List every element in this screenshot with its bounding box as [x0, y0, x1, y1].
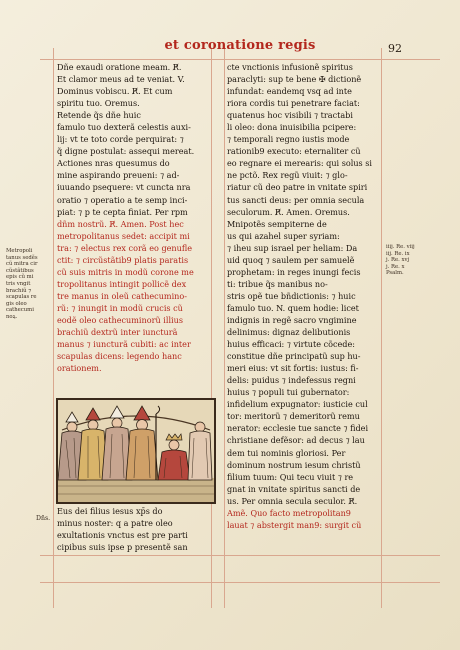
text-line: rationib9 executo: eternaliter cũ — [227, 146, 361, 157]
text-line: famulo tuo dexterã celestis auxi- — [57, 122, 191, 133]
text-line: delis: puidus ⁊ indefessus regni — [227, 375, 356, 386]
running-header: et coronatione regis — [164, 38, 316, 53]
text-line: Amẽ. Quo facto metropolitan9 — [227, 507, 351, 518]
text-line: huius efficaci: ⁊ virtute cõcede: — [227, 339, 355, 350]
text-line: Dominus vobiscu. R̸. Et cum — [57, 86, 173, 97]
text-line: tra: ⁊ electus rex corã eo genufle — [57, 242, 193, 253]
rule-bottom-2 — [40, 582, 440, 583]
text-line: exultationis vnctus est pre parti — [57, 530, 188, 541]
margin-note-line: gis oleo — [6, 300, 27, 307]
text-line: Et clamor meus ad te veniat. V. — [57, 74, 185, 85]
rule-bottom-1 — [40, 555, 440, 556]
text-line: huius ⁊ populi tui gubernator: — [227, 387, 350, 398]
text-line: ⁊ temporali regno iustis mode — [227, 134, 350, 145]
woodcut-coronation-illustration — [56, 398, 216, 504]
text-line: manus ⁊ iuncturã cubiti: ac inter — [57, 339, 191, 350]
rule-right-inner — [224, 48, 225, 608]
text-line: prophetam: in reges inungi fecis — [227, 266, 361, 277]
margin-note-line: j. Re. x — [386, 263, 405, 270]
text-line: orationem. — [57, 363, 102, 374]
text-line: brachiũ dextrũ inter iuncturã — [57, 327, 178, 338]
text-line: lij: vt te toto corde perquirat: ⁊ — [57, 134, 184, 145]
text-line: Eus dei filius iesus xp̄s do — [57, 506, 163, 516]
rule-left-outer — [53, 48, 54, 608]
text-line: rũ: ⁊ inungit in modũ crucis cũ — [57, 302, 183, 313]
text-line: iuuando psequere: vt cuncta nra — [57, 182, 191, 193]
text-line: Mnipotẽs sempiterne de — [227, 218, 327, 229]
text-line: ⁊ iheu sup israel per heliam: Da — [227, 242, 358, 253]
text-line: delinimus: dignaz delibutionis — [227, 327, 351, 338]
text-line: nerator: ecclesie tue sancte ⁊ fidei — [227, 423, 369, 434]
rule-left-inner — [211, 48, 212, 608]
text-line: lauat ⁊ abstergit man9: surgit cũ — [227, 519, 362, 530]
text-line: indignis in regẽ sacro vngimine — [227, 314, 357, 325]
margin-note-line: j. Re. xvj — [386, 257, 410, 264]
margin-note-line: Metropoli — [6, 248, 33, 254]
text-line: riora cordis tui penetrare faciat: — [227, 98, 360, 109]
margin-note-line: tanus sedẽs — [6, 254, 38, 261]
text-line: mine aspirando preueni: ⁊ ad- — [57, 170, 180, 181]
text-line: tus sancti deus: per omnia secula — [227, 194, 365, 205]
text-line: tor: meritorũ ⁊ demeritorũ remu — [227, 411, 360, 422]
margin-note-line: cũstãtibus — [6, 267, 34, 274]
text-line: famulo tuo. N. quem hodie: licet — [227, 302, 359, 313]
text-line: oratio ⁊ operatio a te semp inci- — [57, 194, 188, 205]
text-line: spiritu tuo. Oremus. — [57, 98, 140, 109]
margin-note-line: epis cũ mi — [6, 274, 34, 281]
text-line: dominum nostrum iesum christũ — [227, 459, 361, 470]
text-line: minus noster: q a patre oleo — [57, 518, 173, 529]
text-line: tropolitanus intingit pollicẽ dex — [57, 278, 187, 289]
text-line: Retende q̃s dñe huic — [57, 110, 141, 121]
text-line: dem tui nominis gloriosi. Per — [227, 447, 346, 458]
text-line: tre manus in oleũ cathecumino- — [57, 290, 187, 301]
margin-note-line: tris vngit — [6, 280, 31, 287]
text-line: us. Per omnia secula seculor. R̸. — [227, 495, 358, 506]
text-line: li oleo: dona inuisibilia pcipere: — [227, 122, 357, 133]
folio-number: 92 — [388, 42, 402, 55]
left-column — [57, 61, 211, 374]
text-line: filium tuum: Qui tecu viuit ⁊ re — [227, 471, 354, 482]
text-line: constitue dñe principatũ sup hu- — [227, 351, 361, 362]
text-line: christiane defẽsor: ad decus ⁊ lau — [227, 435, 365, 446]
text-line: uid quoq ⁊ saulem per samuelẽ — [227, 254, 355, 265]
left-margin-note-bottom: Dñs. — [36, 515, 51, 522]
text-line: us qui azahel super syriam: — [227, 230, 340, 241]
text-line: stris opẽ tue bñdictionis: ⁊ huic — [227, 290, 356, 301]
left-margin-note — [6, 248, 50, 321]
text-line: ne pctõ. Rex regũ viuit: ⁊ glo- — [227, 170, 348, 181]
margin-note-line: cathecumi — [6, 307, 34, 314]
text-line: Dñe exaudi oratione meam. R̸. — [57, 62, 182, 72]
text-line: piat: ⁊ p te cepta finiat. Per rpm — [57, 206, 188, 217]
text-line: meri eius: vt sit fortis: iustus: fi- — [227, 363, 359, 374]
text-line: dñm nostrũ. R̸. Amen. Post hec — [57, 218, 184, 229]
text-line: cũ suis mitris in modũ corone me — [57, 266, 194, 277]
rule-top — [40, 59, 440, 60]
text-line: metropolitanus sedet: accipit mi — [57, 230, 190, 241]
right-margin-note — [386, 244, 430, 277]
text-line: ti: tribue q̃s manibus no- — [227, 278, 328, 289]
text-line: ctit: ⁊ circũstãtib9 platis paratis — [57, 254, 189, 265]
text-line: seculorum. R̸. Amen. Oremus. — [227, 206, 350, 217]
text-line: q̃ digne postulat: assequi mereat. — [57, 146, 195, 157]
text-line: eodẽ oleo cathecuminorũ illius — [57, 314, 183, 325]
text-line: eo regnare ei merearis: qui solus si — [227, 158, 373, 169]
margin-note-line: Psalm. — [386, 270, 404, 277]
text-line: infundat: eandemq vsq ad inte — [227, 86, 352, 97]
margin-note-line: cũ mitra cir — [6, 261, 38, 268]
margin-note-line: brachiũ ⁊ — [6, 287, 31, 294]
margin-note-line: noꝝ. — [6, 313, 18, 320]
text-line: paraclyti: sup te bene ✠ dictionẽ — [227, 74, 362, 85]
text-line: cipibus suis ipse p presentẽ san — [57, 542, 188, 553]
text-line: gnat in vnitate spiritus sancti de — [227, 483, 361, 494]
text-line: infidelium expugnator: iusticie cul — [227, 399, 368, 410]
text-line: scapulas dicens: legendo hanc — [57, 351, 182, 362]
text-line: quatenus hoc visibili ⁊ tractabi — [227, 110, 353, 121]
left-column-bottom — [57, 505, 211, 553]
text-line: cte vnctionis infusionẽ spiritus — [227, 62, 353, 72]
margin-note-line: iiij. Re. viij — [386, 244, 415, 250]
right-column — [227, 61, 383, 531]
text-line: riatur cũ deo patre in vnitate spiri — [227, 182, 368, 193]
margin-note-line: scapulas re — [6, 294, 37, 301]
margin-note-line: iij. Re. ix — [386, 250, 410, 257]
text-line: Actiones nras quesumus do — [57, 158, 170, 169]
